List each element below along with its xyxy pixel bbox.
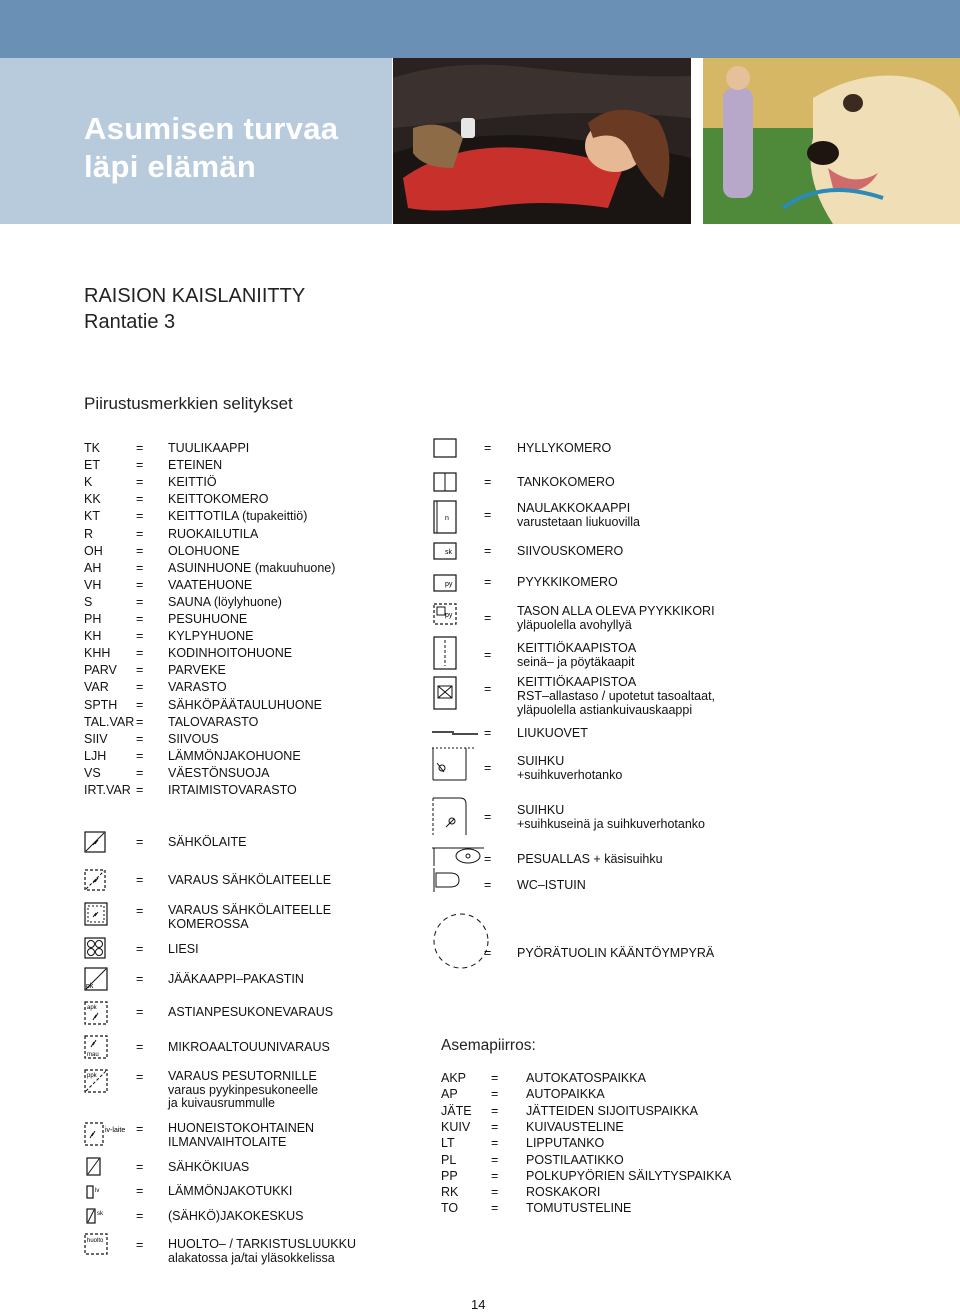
rod-closet-icon bbox=[433, 472, 457, 492]
equals-sign: = bbox=[136, 835, 144, 849]
site-abbreviation: PL bbox=[441, 1152, 457, 1167]
site-plan-row bbox=[0, 1185, 960, 1200]
section-title: Piirustusmerkkien selitykset bbox=[84, 394, 293, 413]
room-description: PARVEKE bbox=[168, 663, 226, 678]
symbol-description-line1: MIKROAALTOUUNIVARAUS bbox=[168, 1040, 330, 1054]
room-row bbox=[0, 595, 400, 610]
equals-sign: = bbox=[491, 1201, 499, 1216]
room-row bbox=[0, 475, 400, 490]
equals-sign: = bbox=[136, 594, 144, 609]
equals-sign: = bbox=[136, 475, 144, 490]
equals-sign: = bbox=[136, 1184, 144, 1198]
symbol-description-line1: LÄMMÖNJAKOTUKKI bbox=[168, 1184, 293, 1198]
appliance-reservation-icon bbox=[84, 869, 106, 891]
laundry-closet-icon bbox=[433, 574, 457, 592]
symbol-description-line1: PESUALLAS + käsisuihku bbox=[517, 852, 663, 866]
photo-dog-and-child bbox=[703, 58, 960, 224]
kitchen-cabinets-sink-icon bbox=[433, 676, 457, 710]
room-abbreviation: ET bbox=[84, 458, 100, 473]
dishwasher-reservation-icon bbox=[84, 1001, 108, 1025]
room-description: RUOKAILUTILA bbox=[168, 526, 259, 541]
equals-sign: = bbox=[136, 748, 144, 763]
site-description: AUTOPAIKKA bbox=[526, 1087, 605, 1102]
equals-sign: = bbox=[136, 1040, 144, 1054]
property-name: RAISION KAISLANIITTY bbox=[84, 285, 306, 307]
room-description: OLOHUONE bbox=[168, 543, 240, 558]
symbol-description-line1: (SÄHKÖ)JAKOKESKUS bbox=[168, 1209, 304, 1223]
room-description: ETEINEN bbox=[168, 458, 223, 473]
site-plan-title: Asemapiirros: bbox=[441, 1037, 536, 1054]
room-description: PESUHUONE bbox=[168, 612, 248, 626]
equals-sign: = bbox=[136, 492, 144, 507]
ventilation-label: iv-laite bbox=[105, 1127, 126, 1134]
equals-sign: = bbox=[491, 1087, 499, 1102]
equals-sign: = bbox=[484, 575, 492, 589]
equals-sign: = bbox=[136, 697, 144, 712]
symbol-description-line1: ASTIANPESUKONEVARAUS bbox=[168, 1005, 334, 1019]
kitchen-cabinets-icon bbox=[433, 636, 457, 670]
room-abbreviation: KH bbox=[84, 629, 102, 644]
equals-sign: = bbox=[136, 942, 144, 956]
equals-sign: = bbox=[484, 682, 492, 696]
symbol-description-line1: TANKOKOMERO bbox=[517, 475, 615, 489]
site-plan-row bbox=[0, 1104, 960, 1119]
property-heading bbox=[84, 283, 305, 335]
equals-sign: = bbox=[484, 878, 492, 892]
room-abbreviation: LJH bbox=[84, 748, 107, 763]
title-banner bbox=[0, 58, 392, 224]
fridge-freezer-icon bbox=[84, 967, 108, 991]
room-description: TALOVARASTO bbox=[168, 714, 259, 729]
room-abbreviation: K bbox=[84, 475, 93, 490]
site-plan-row bbox=[0, 1087, 960, 1102]
room-description: LÄMMÖNJAKOHUONE bbox=[168, 748, 301, 763]
room-abbreviation: VS bbox=[84, 765, 101, 780]
symbol-description-line2: alakatossa ja/tai yläsokkelissa bbox=[168, 1250, 335, 1265]
shelf-closet-icon bbox=[433, 438, 457, 458]
site-description: JÄTTEIDEN SIJOITUSPAIKKA bbox=[526, 1103, 699, 1118]
shower-wall-icon bbox=[432, 797, 468, 837]
banner-title-line1: Asumisen turvaa bbox=[84, 111, 339, 146]
symbol-description-line1: VARAUS PESUTORNILLE bbox=[168, 1069, 317, 1083]
equals-sign: = bbox=[136, 646, 144, 661]
equals-sign: = bbox=[484, 441, 492, 455]
symbol-description-line2: KOMEROSSA bbox=[168, 916, 249, 931]
room-row bbox=[0, 663, 400, 678]
symbol-description-line1: HYLLYKOMERO bbox=[517, 441, 612, 455]
site-plan-row bbox=[0, 1120, 960, 1135]
site-description: KUIVAUSTELINE bbox=[526, 1119, 624, 1134]
hanger-closet-label: n bbox=[445, 515, 449, 522]
appliance-reservation-closet-icon bbox=[84, 902, 108, 926]
room-description: KYLPYHUONE bbox=[168, 629, 254, 644]
symbol-description-line1: PYÖRÄTUOLIN KÄÄNTÖYMPYRÄ bbox=[517, 946, 715, 960]
site-description: AUTOKATOSPAIKKA bbox=[526, 1071, 646, 1085]
equals-sign: = bbox=[136, 765, 144, 780]
equals-sign: = bbox=[136, 1238, 144, 1252]
wheelchair-turning-circle-icon bbox=[432, 912, 490, 970]
site-abbreviation: PP bbox=[441, 1168, 458, 1183]
laundry-label: ppk bbox=[87, 1073, 97, 1079]
equals-sign: = bbox=[484, 852, 492, 866]
equals-sign: = bbox=[491, 1103, 499, 1118]
room-row bbox=[0, 783, 400, 798]
room-row bbox=[0, 561, 400, 576]
symbol-description-line1: HUONEISTOKOHTAINEN bbox=[168, 1121, 315, 1135]
hatch-label: huolto bbox=[87, 1238, 104, 1244]
room-description: SÄHKÖPÄÄTAULUHUONE bbox=[168, 697, 322, 712]
equals-sign: = bbox=[136, 612, 144, 626]
room-description: IRTAIMISTOVARASTO bbox=[168, 783, 297, 797]
equals-sign: = bbox=[136, 731, 144, 746]
symbol-description-line3: yläpuolella astiankuivauskaappi bbox=[517, 703, 693, 717]
room-description: TUULIKAAPPI bbox=[168, 441, 250, 455]
equals-sign: = bbox=[491, 1071, 499, 1085]
equals-sign: = bbox=[491, 1136, 499, 1151]
equals-sign: = bbox=[136, 904, 144, 918]
symbol-description-line2: varaus pyykinpesukoneelle bbox=[168, 1082, 319, 1097]
equals-sign: = bbox=[136, 509, 144, 524]
dishwasher-label: apk bbox=[87, 1005, 97, 1011]
room-abbreviation: S bbox=[84, 594, 93, 609]
room-row bbox=[0, 732, 400, 747]
hanger-closet-icon bbox=[433, 500, 457, 534]
room-row bbox=[0, 646, 400, 661]
equals-sign: = bbox=[491, 1119, 499, 1134]
equals-sign: = bbox=[136, 972, 144, 986]
room-row bbox=[0, 492, 400, 507]
site-abbreviation: RK bbox=[441, 1185, 459, 1200]
symbol-description-line1: WC–ISTUIN bbox=[517, 878, 586, 892]
symbol-description-line1: SUIHKU bbox=[517, 803, 565, 817]
washbasin-hand-shower-icon bbox=[432, 846, 484, 866]
symbol-description-line1: PYYKKIKOMERO bbox=[517, 575, 618, 589]
room-abbreviation: TK bbox=[84, 441, 100, 455]
symbol-description-line1: TASON ALLA OLEVA PYYKKIKORI bbox=[517, 604, 715, 618]
symbol-description-line2: RST–allastaso / upotetut tasoaltaat, bbox=[517, 689, 716, 703]
photo-woman-on-sofa bbox=[393, 58, 691, 224]
equals-sign: = bbox=[136, 1160, 144, 1174]
equals-sign: = bbox=[484, 475, 492, 489]
symbol-description-line1: SÄHKÖKIUAS bbox=[168, 1160, 250, 1174]
room-abbreviation: PARV bbox=[84, 663, 117, 678]
room-abbreviation: KK bbox=[84, 492, 101, 507]
room-abbreviation: OH bbox=[84, 543, 103, 558]
room-abbreviation: PH bbox=[84, 612, 102, 626]
symbol-description-line1: NAULAKKOKAAPPI bbox=[517, 501, 631, 515]
site-abbreviation: AP bbox=[441, 1087, 458, 1102]
room-description: SAUNA (löylyhuone) bbox=[168, 594, 282, 609]
microwave-reservation-icon bbox=[84, 1035, 108, 1059]
room-row bbox=[0, 544, 400, 559]
symbol-description-line1: LIESI bbox=[168, 942, 199, 956]
symbol-description-line3: ja kuivausrummulle bbox=[168, 1096, 275, 1110]
room-description: VAATEHUONE bbox=[168, 577, 253, 592]
room-abbreviation: KT bbox=[84, 509, 100, 524]
equals-sign: = bbox=[136, 577, 144, 592]
sliding-doors-icon bbox=[432, 727, 478, 737]
room-row bbox=[0, 612, 400, 627]
site-description: POSTILAATIKKO bbox=[526, 1152, 624, 1167]
property-address: Rantatie 3 bbox=[84, 311, 176, 333]
room-description: VARASTO bbox=[168, 680, 227, 695]
symbol-description-line1: HUOLTO– / TARKISTUSLUUKKU bbox=[168, 1237, 357, 1251]
room-row bbox=[0, 766, 400, 781]
equals-sign: = bbox=[484, 648, 492, 662]
room-description: KEITTIÖ bbox=[168, 475, 217, 490]
fridge-freezer-label: pk bbox=[86, 983, 94, 990]
site-description: LIPPUTANKO bbox=[526, 1136, 605, 1151]
site-abbreviation: JÄTE bbox=[441, 1103, 472, 1118]
room-row bbox=[0, 680, 400, 695]
site-plan-row bbox=[0, 1169, 960, 1184]
equals-sign: = bbox=[136, 629, 144, 644]
room-description: KODINHOITOHUONE bbox=[168, 646, 293, 661]
equals-sign: = bbox=[136, 1122, 144, 1136]
symbol-description-line2: yläpuolella avohyllyä bbox=[517, 618, 632, 632]
equals-sign: = bbox=[136, 543, 144, 558]
room-description: KEITTOKOMERO bbox=[168, 492, 269, 507]
room-row bbox=[0, 458, 400, 473]
site-plan-row bbox=[0, 1201, 960, 1216]
microwave-label: mau bbox=[87, 1052, 99, 1058]
symbol-description-line1: SÄHKÖLAITE bbox=[168, 835, 247, 849]
equals-sign: = bbox=[136, 560, 144, 575]
site-description: TOMUTUSTELINE bbox=[526, 1201, 632, 1216]
equals-sign: = bbox=[136, 458, 144, 473]
symbol-description-line1: VARAUS SÄHKÖLAITEELLE bbox=[168, 873, 332, 887]
shower-curtain-rod-icon bbox=[432, 746, 476, 782]
equals-sign: = bbox=[136, 441, 144, 455]
page-number: 14 bbox=[471, 1297, 486, 1312]
equals-sign: = bbox=[491, 1152, 499, 1167]
room-abbreviation: IRT.VAR bbox=[84, 783, 131, 797]
symbol-description-line1: KEITTIÖKAAPISTOA bbox=[517, 675, 637, 689]
room-description: ASUINHUONE (makuuhuone) bbox=[168, 560, 336, 575]
stove-icon bbox=[84, 937, 106, 959]
equals-sign: = bbox=[491, 1168, 499, 1183]
room-row bbox=[0, 509, 400, 524]
banner-title bbox=[84, 110, 338, 186]
electrical-appliance-icon bbox=[84, 831, 106, 853]
laundry-basket-shelf-icon bbox=[433, 603, 457, 625]
top-color-bar bbox=[0, 0, 960, 58]
symbol-description-line1: KEITTIÖKAAPISTOA bbox=[517, 641, 637, 655]
symbol-description-line1: LIUKUOVET bbox=[517, 726, 588, 740]
site-abbreviation: KUIV bbox=[441, 1119, 471, 1134]
site-description: POLKUPYÖRIEN SÄILYTYSPAIKKA bbox=[526, 1168, 732, 1183]
laundry-closet-label: py bbox=[445, 581, 453, 588]
equals-sign: = bbox=[484, 810, 492, 824]
symbol-description-line2: +suihkuverhotanko bbox=[517, 768, 623, 782]
room-row bbox=[0, 578, 400, 593]
equals-sign: = bbox=[484, 726, 492, 740]
equals-sign: = bbox=[136, 1209, 144, 1223]
site-plan-row bbox=[0, 1136, 960, 1151]
laundry-basket-label: py bbox=[445, 612, 453, 619]
room-row bbox=[0, 749, 400, 764]
symbol-description-line1: SIIVOUSKOMERO bbox=[517, 544, 624, 558]
service-hatch-icon bbox=[84, 1233, 108, 1255]
equals-sign: = bbox=[136, 873, 144, 887]
room-abbreviation: SIIV bbox=[84, 731, 108, 746]
symbol-description-line2: ILMANVAIHTOLAITE bbox=[168, 1134, 287, 1149]
symbol-description-line1: SUIHKU bbox=[517, 754, 565, 768]
site-abbreviation: TO bbox=[441, 1201, 459, 1216]
equals-sign: = bbox=[136, 783, 144, 797]
room-abbreviation: R bbox=[84, 526, 94, 541]
equals-sign: = bbox=[136, 1070, 144, 1084]
equals-sign: = bbox=[136, 526, 144, 541]
symbol-description-line1: VARAUS SÄHKÖLAITEELLE bbox=[168, 903, 332, 917]
wc-seat-icon bbox=[432, 868, 462, 892]
equals-sign: = bbox=[136, 1005, 144, 1019]
site-abbreviation: AKP bbox=[441, 1071, 467, 1085]
room-row bbox=[0, 441, 400, 456]
symbol-description-line2: seinä– ja pöytäkaapit bbox=[517, 655, 635, 669]
site-description: ROSKAKORI bbox=[526, 1185, 601, 1200]
room-row bbox=[0, 527, 400, 542]
symbol-description-line2: +suihkuseinä ja suihkuverhotanko bbox=[517, 817, 705, 831]
equals-sign: = bbox=[484, 544, 492, 558]
equals-sign: = bbox=[136, 680, 144, 695]
equals-sign: = bbox=[484, 946, 492, 960]
room-abbreviation: VAR bbox=[84, 680, 109, 695]
site-plan-row bbox=[0, 1153, 960, 1168]
site-abbreviation: LT bbox=[441, 1136, 455, 1151]
equals-sign: = bbox=[484, 761, 492, 775]
room-description: SIIVOUS bbox=[168, 731, 219, 746]
equals-sign: = bbox=[491, 1185, 499, 1200]
equals-sign: = bbox=[136, 663, 144, 678]
board-label: sk bbox=[97, 1211, 103, 1217]
room-abbreviation: KHH bbox=[84, 646, 111, 661]
room-row bbox=[0, 715, 400, 730]
room-abbreviation: TAL.VAR bbox=[84, 714, 135, 729]
room-row bbox=[0, 629, 400, 644]
room-description: KEITTOTILA (tupakeittiö) bbox=[168, 509, 308, 524]
banner-title-line2: läpi elämän bbox=[84, 149, 257, 184]
equals-sign: = bbox=[484, 508, 492, 522]
cleaning-closet-label: sk bbox=[445, 549, 452, 556]
symbol-description-line2: varustetaan liukuovilla bbox=[517, 515, 640, 529]
room-row bbox=[0, 698, 400, 713]
site-plan-row bbox=[0, 1071, 960, 1086]
equals-sign: = bbox=[484, 611, 492, 625]
room-abbreviation: AH bbox=[84, 560, 102, 575]
equals-sign: = bbox=[136, 714, 144, 729]
symbol-description-line1: JÄÄKAAPPI–PAKASTIN bbox=[168, 972, 304, 986]
room-abbreviation: SPTH bbox=[84, 697, 118, 712]
room-description: VÄESTÖNSUOJA bbox=[168, 765, 270, 780]
room-abbreviation: VH bbox=[84, 577, 102, 592]
cleaning-closet-icon bbox=[433, 542, 457, 560]
heat-label: lv bbox=[95, 1188, 100, 1194]
